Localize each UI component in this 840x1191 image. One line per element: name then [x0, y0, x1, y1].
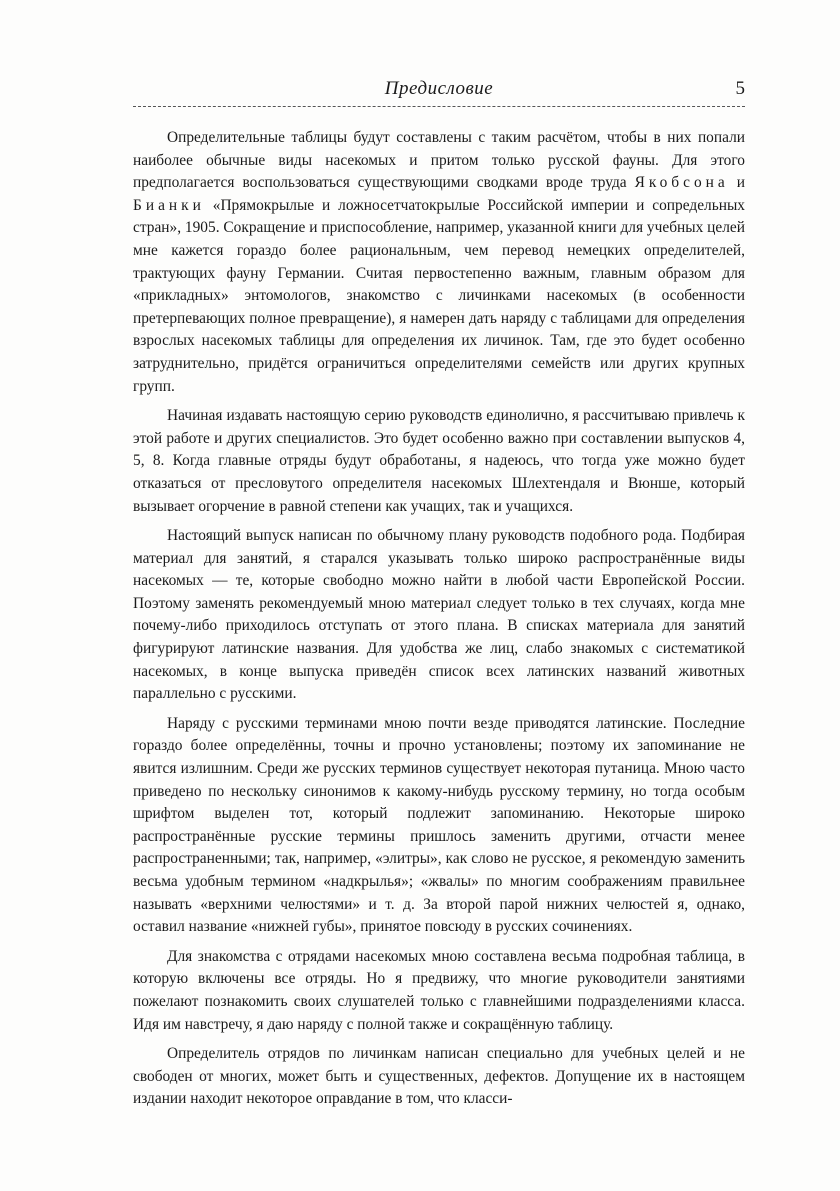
conjunction: и — [728, 174, 745, 192]
paragraph-2: Начиная издавать настоящую серию руководств единолично, я рассчитываю привлечь к этой работе и других специалистов. Это будет особенно важно при составлении выпусков 4, 5, 8. Когда главные отряды будут обработаны, я надеюсь, что тогда уже можно будет отказаться от пресловутого определителя насекомых Шлехтендаля и Вюнше, который вызывает огорчение в равной степени как учащих, так и учащихся. — [133, 407, 745, 515]
running-header — [133, 78, 745, 110]
author-name-bianki: Бианки — [133, 196, 205, 214]
page-number: 5 — [735, 78, 745, 99]
paragraph-1-text-before: Определительные таблицы будут составлены с таким расчётом, чтобы в них попали наиболее обычные виды насекомых и притом только русской фауны. Для этого предполагается воспользоваться существующими сводками вроде труда — [133, 129, 745, 192]
body-text — [133, 127, 745, 1118]
paragraph-1 — [133, 127, 745, 398]
paragraph-4: Наряду с русскими терминами мною почти везде приводятся латинские. Последние гораздо более определённы, точны и прочно установлены; поэтому их запоминание не явится излишним. Среди же русских терминов существует некоторая путаница. Мною часто приведено по нескольку синонимов к какому-нибудь русскому термину, но тогда особым шрифтом выделен тот, который подлежит запоминанию. Некоторые широко распространённые русские термины пришлось заменить другими, отчасти менее распространенными; так, например, «элитры», как слово не русское, я рекомендую заменить весьма удобным термином «надкрылья»; «жвалы» по многим соображениям правильнее называть «верхними челюстями» и т. д. За второй парой нижних челюстей я, однако, оставил название «нижней губы», принятое повсюду в русских сочинениях. — [133, 714, 745, 936]
author-name-jakobson: Якобсона — [634, 174, 729, 192]
paragraph-6: Определитель отрядов по личинкам написан специально для учебных целей и не свободен от многих, может быть и существенных, дефектов. Допущение их в настоящем издании находит некоторое оправдание в том, что класси- — [133, 1045, 745, 1108]
paragraph-3: Настоящий выпуск написан по обычному плану руководств подобного рода. Подбирая материал для занятий, я старался указывать только широко распространённые виды насекомых — те, которые свободно можно найти в любой части Европейской России. Поэтому заменять рекомендуемый мною материал следует только в тех случаях, когда мне почему-либо приходилось отступать от этого плана. В списках материала для занятий фигурируют латинские названия. Для удобства же лиц, слабо знакомых с систематикой насекомых, в конце выпуска приведён список всех латинских названий животных параллельно с русскими. — [133, 527, 745, 703]
running-title: Предисловие — [384, 78, 494, 99]
paragraph-1-text-after: «Прямокрылые и ложносетчатокрылые Российской империи и сопредельных стран», 1905. Сокращение и приспособление, например, указанной книги для учебных целей мне кажется гораздо более рациональным, чем перевод немецких определителей, трактующих фауну Германии. Считая первостепенно важным, главным образом для «прикладных» энтомологов, знакомство с личинками насекомых (в особенности претерпевающих полное превращение), я намерен дать наряду с таблицами для определения взрослых насекомых таблицы для определения их личинок. Там, где это будет особенно затруднительно, придётся ограничиться определителями семейств или других крупных групп. — [133, 196, 745, 395]
header-rule — [133, 106, 745, 107]
paragraph-5: Для знакомства с отрядами насекомых мною составлена весьма подробная таблица, в которую включены все отряды. Но я предвижу, что многие руководители занятиями пожелают познакомить своих слушателей только с главнейшими подразделениями класса. Идя им навстречу, я даю наряду с полной также и сокращённую таблицу. — [133, 947, 745, 1033]
